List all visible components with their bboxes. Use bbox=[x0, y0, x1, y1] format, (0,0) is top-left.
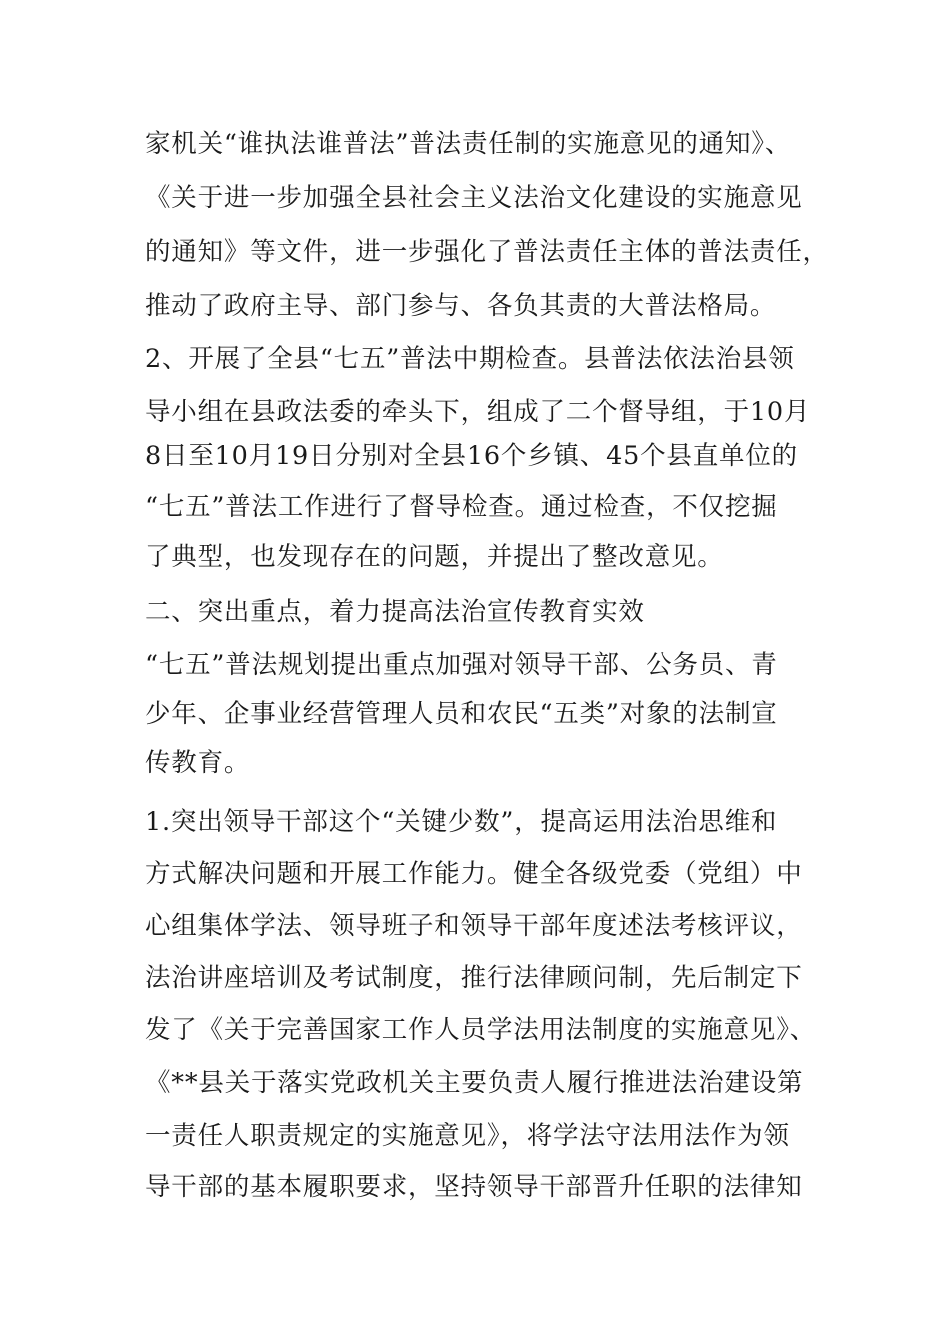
text-line: 少年、企事业经营管理人员和农民“五类”对象的法制宣 bbox=[145, 699, 778, 729]
text-line: 心组集体学法、领导班子和领导干部年度述法考核评议， bbox=[145, 911, 803, 941]
text-line: 《关于进一步加强全县社会主义法治文化建设的实施意见 bbox=[145, 183, 803, 213]
section-heading: 二、突出重点，着力提高法治宣传教育实效 bbox=[145, 597, 645, 627]
text-line: 推动了政府主导、部门参与、各负其责的大普法格局。 bbox=[145, 291, 777, 321]
text-line: 法治讲座培训及考试制度，推行法律顾问制，先后制定下 bbox=[145, 963, 803, 993]
text-line: 8日至10月19日分别对全县16个乡镇、45个县直单位的 bbox=[145, 441, 798, 471]
text-line: “七五”普法工作进行了督导检查。通过检查，不仅挖掘 bbox=[145, 492, 778, 522]
text-line: 传教育。 bbox=[145, 748, 251, 778]
text-line: 了典型，也发现存在的问题，并提出了整改意见。 bbox=[145, 542, 724, 572]
text-line: 方式解决问题和开展工作能力。健全各级党委（党组）中 bbox=[145, 859, 803, 889]
text-line: 发了《关于完善国家工作人员学法用法制度的实施意见》、 bbox=[145, 1015, 817, 1045]
text-line: 导干部的基本履职要求，坚持领导干部晋升任职的法律知 bbox=[145, 1172, 803, 1202]
text-line: 一责任人职责规定的实施意见》，将学法守法用法作为领 bbox=[145, 1121, 790, 1151]
text-line: 家机关“谁执法谁普法”普法责任制的实施意见的通知》、 bbox=[145, 129, 792, 159]
text-line: 1.突出领导干部这个“关键少数”，提高运用法治思维和 bbox=[145, 807, 778, 837]
text-line: 导小组在县政法委的牵头下，组成了二个督导组，于10月 bbox=[145, 397, 811, 427]
text-line: 的通知》等文件，进一步强化了普法责任主体的普法责任， bbox=[145, 237, 829, 267]
text-line: 2、开展了全县“七五”普法中期检查。县普法依法治县领 bbox=[145, 344, 795, 374]
text-line: “七五”普法规划提出重点加强对领导干部、公务员、青 bbox=[145, 650, 778, 680]
text-line: 《**县关于落实党政机关主要负责人履行推进法治建设第 bbox=[145, 1068, 804, 1098]
